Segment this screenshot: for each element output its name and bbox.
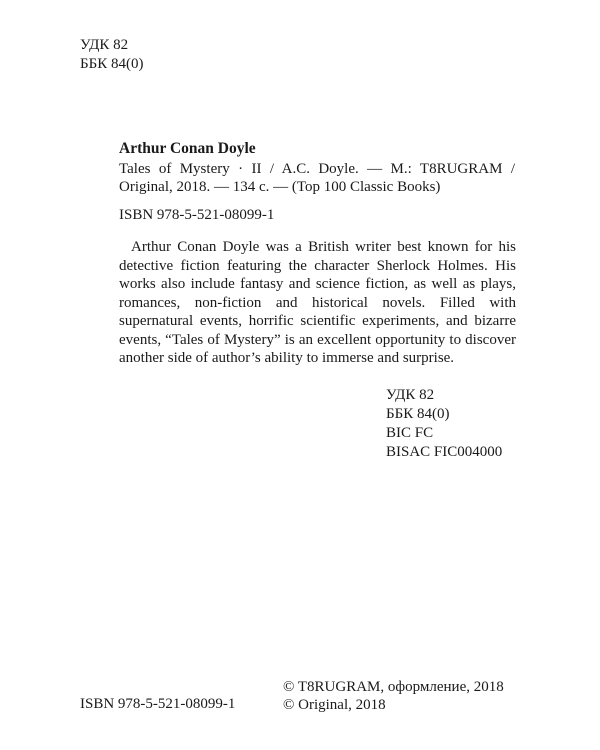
udk-code-right: УДК 82	[386, 387, 435, 403]
author-name: Arthur Conan Doyle	[119, 140, 256, 157]
udk-code: УДК 82	[80, 37, 129, 53]
classification-top	[80, 36, 143, 74]
bibliographic-record: Tales of Mystery · II / A.C. Doyle. — M.: T8RUGRAM / Original, 2018. — 134 c. — (Top 100 Classic Books)	[119, 161, 515, 195]
annotation-text: Arthur Conan Doyle was a British writer best known for his detective fiction featuring the character Sherlock Holmes. His works also include fantasy and science fiction, as well as plays, romances, non-fiction and historical novels. Filled with supernatural events, horrific scientific experiments, and bizarre events, “Tales of Mystery” is an excellent opportunity to discover another side of author’s ability to immerse and surprise.	[119, 239, 516, 366]
copyright-original: © Original, 2018	[283, 697, 386, 713]
bbk-code-right: ББК 84(0)	[386, 406, 450, 422]
bisac-code: BISAC FIC004000	[386, 444, 503, 460]
footer-isbn: ISBN 978-5-521-08099-1	[80, 696, 236, 712]
bbk-code: ББК 84(0)	[80, 56, 144, 72]
isbn-main: ISBN 978-5-521-08099-1	[119, 207, 275, 223]
bic-code: BIC FC	[386, 425, 434, 441]
classification-right	[386, 386, 502, 462]
copyright-block	[283, 678, 504, 714]
copyright-design: © T8RUGRAM, оформление, 2018	[283, 679, 504, 695]
